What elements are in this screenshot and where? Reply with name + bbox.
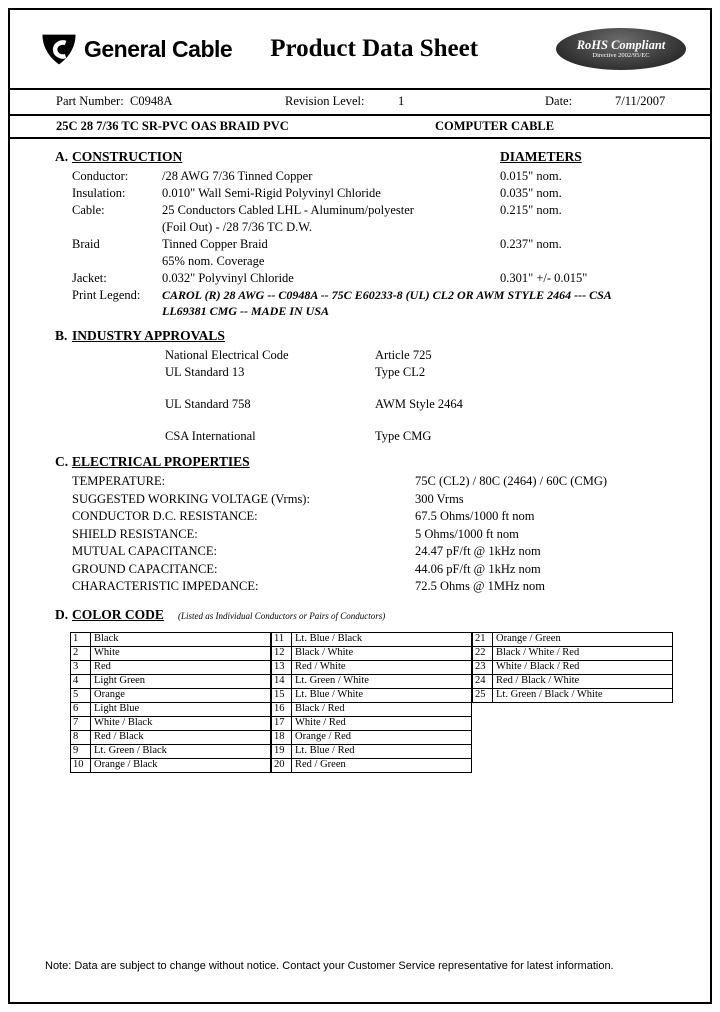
- electrical-property-value: 75C (CL2) / 80C (2464) / 60C (CMG): [415, 474, 608, 488]
- color-code-row: [71, 716, 271, 730]
- section-color-code: [10, 607, 710, 773]
- conductor-color: Red: [91, 660, 271, 674]
- date-label: Date:: [545, 94, 573, 108]
- construction-diameter: 0.237" nom.: [500, 237, 562, 251]
- conductor-color: White / Black: [91, 716, 271, 730]
- conductor-color: Lt. Blue / Red: [292, 744, 472, 758]
- color-code-heading: [10, 607, 710, 627]
- electrical-property-value: 24.47 pF/ft @ 1kHz nom: [415, 544, 541, 558]
- color-code-table: [70, 632, 710, 773]
- conductor-color: Lt. Blue / White: [292, 688, 472, 702]
- general-cable-logo: [40, 32, 232, 67]
- rohs-compliant-label: RoHS Compliant: [576, 38, 666, 52]
- conductor-number: 12: [272, 646, 292, 660]
- construction-description: Tinned Copper Braid: [162, 237, 268, 251]
- section-letter: D.: [55, 606, 69, 622]
- conductor-color: Orange / Green: [493, 632, 673, 646]
- conductor-color: Red / White: [292, 660, 472, 674]
- section-letter: B.: [55, 328, 68, 343]
- construction-rows: [10, 169, 710, 288]
- document-title: Product Data Sheet: [270, 35, 479, 62]
- conductor-color: Orange / Black: [91, 758, 271, 772]
- section-title: CONSTRUCTION: [72, 149, 183, 164]
- construction-diameter: 0.035" nom.: [500, 186, 562, 200]
- conductor-number: 15: [272, 688, 292, 702]
- electrical-row: [10, 579, 710, 597]
- electrical-row: [10, 474, 710, 492]
- construction-diameter: 0.015" nom.: [500, 169, 562, 183]
- color-code-row: [71, 702, 271, 716]
- construction-label: Insulation:: [72, 186, 126, 200]
- diameters-heading: DIAMETERS: [500, 149, 582, 164]
- conductor-color: Red / Black: [91, 730, 271, 744]
- electrical-property-label: SUGGESTED WORKING VOLTAGE (Vrms):: [72, 491, 310, 506]
- construction-label: Jacket:: [72, 271, 107, 285]
- approval-standard: CSA International: [165, 429, 256, 443]
- conductor-color: Light Blue: [91, 702, 271, 716]
- approvals-rows: [10, 348, 710, 446]
- part-number-value: C0948A: [130, 94, 173, 108]
- conductor-number: 11: [272, 632, 292, 646]
- conductor-number: 20: [272, 758, 292, 772]
- conductor-color: White: [91, 646, 271, 660]
- meta-bar: [10, 88, 710, 116]
- electrical-property-label: GROUND CAPACITANCE:: [72, 561, 218, 576]
- conductor-color: Black: [91, 632, 271, 646]
- conductor-color: Lt. Green / Black / White: [493, 688, 673, 702]
- general-cable-shield-icon: [40, 32, 78, 67]
- section-letter: C.: [55, 454, 69, 469]
- electrical-property-value: 300 Vrms: [415, 491, 464, 506]
- electrical-property-value: 72.5 Ohms @ 1MHz nom: [415, 579, 545, 593]
- approval-row: [10, 397, 710, 414]
- conductor-number: 13: [272, 660, 292, 674]
- conductor-color: Black / Red: [292, 702, 472, 716]
- approval-type: AWM Style 2464: [375, 397, 463, 411]
- construction-diameter: 0.301" +/- 0.015": [500, 271, 588, 285]
- electrical-property-label: CONDUCTOR D.C. RESISTANCE:: [72, 509, 258, 523]
- conductor-color: Black / White: [292, 646, 472, 660]
- conductor-number: 19: [272, 744, 292, 758]
- construction-row: [10, 186, 710, 203]
- print-legend-label: Print Legend:: [72, 288, 141, 302]
- conductor-number: 4: [71, 674, 91, 688]
- color-code-row: [473, 688, 673, 702]
- footer-note: Note: Data are subject to change without notice. Contact your Customer Service representative for latest information.: [45, 960, 614, 972]
- approval-row: [10, 348, 710, 365]
- revision-level-value: 1: [398, 94, 405, 108]
- electrical-row: [10, 527, 710, 545]
- conductor-number: 3: [71, 660, 91, 674]
- conductor-color: Lt. Green / White: [292, 674, 472, 688]
- electrical-property-label: MUTUAL CAPACITANCE:: [72, 544, 217, 558]
- part-number-label: Part Number:: [56, 94, 124, 108]
- approval-type: Type CL2: [375, 365, 426, 379]
- color-code-row: [71, 674, 271, 688]
- conductor-color: Orange: [91, 688, 271, 702]
- construction-label: Braid: [72, 237, 100, 251]
- color-code-row: [71, 758, 271, 772]
- construction-row: [10, 271, 710, 288]
- conductor-number: 18: [272, 730, 292, 744]
- conductor-number: 16: [272, 702, 292, 716]
- product-description: 25C 28 7/36 TC SR-PVC OAS BRAID PVC: [56, 119, 289, 133]
- conductor-color: Light Green: [91, 674, 271, 688]
- electrical-heading: [10, 454, 710, 474]
- print-legend-text: CAROL (R) 28 AWG -- C0948A -- 75C E60233-8 (UL) CL2 OR AWM STYLE 2464 --- CSA LL69381 CMG -- MADE IN USA: [162, 288, 612, 318]
- construction-label: Conductor:: [72, 169, 129, 183]
- construction-diameter: 0.215" nom.: [500, 203, 562, 217]
- conductor-color: Black / White / Red: [493, 646, 673, 660]
- approval-type: Article 725: [375, 348, 432, 362]
- section-title: ELECTRICAL PROPERTIES: [72, 454, 250, 469]
- approval-row: [10, 365, 710, 382]
- color-code-row: [71, 632, 271, 646]
- color-code-row: [71, 660, 271, 674]
- color-code-row: [272, 674, 472, 688]
- conductor-number: 8: [71, 730, 91, 744]
- conductor-number: 7: [71, 716, 91, 730]
- color-code-row: [473, 646, 673, 660]
- electrical-row: [10, 544, 710, 562]
- conductor-number: 14: [272, 674, 292, 688]
- construction-row: [10, 220, 710, 237]
- color-code-row: [272, 730, 472, 744]
- conductor-number: 22: [473, 646, 493, 660]
- header: [10, 10, 710, 88]
- approval-type: Type CMG: [375, 429, 432, 443]
- construction-label: Cable:: [72, 203, 105, 217]
- section-title: COLOR CODE: [72, 606, 164, 622]
- conductor-number: 10: [71, 758, 91, 772]
- conductor-number: 1: [71, 632, 91, 646]
- conductor-color: White / Black / Red: [493, 660, 673, 674]
- rohs-badge: [556, 28, 686, 70]
- color-code-row: [71, 646, 271, 660]
- color-code-row: [71, 688, 271, 702]
- conductor-number: 2: [71, 646, 91, 660]
- electrical-row: [10, 509, 710, 527]
- color-code-row: [473, 632, 673, 646]
- color-code-row: [272, 744, 472, 758]
- construction-row: [10, 237, 710, 254]
- rohs-directive-label: Directive 2002/95/EC: [592, 52, 650, 59]
- construction-row: [10, 254, 710, 271]
- approval-standard: UL Standard 13: [165, 365, 245, 379]
- construction-heading: [10, 149, 710, 169]
- print-legend-row: [10, 288, 710, 322]
- product-title-bar: [10, 116, 710, 139]
- electrical-property-label: TEMPERATURE:: [72, 474, 166, 488]
- approval-standard: UL Standard 758: [165, 397, 251, 411]
- construction-description: 0.010" Wall Semi-Rigid Polyvinyl Chloride: [162, 186, 381, 200]
- brand-name: General Cable: [84, 35, 233, 62]
- color-code-group: [70, 632, 271, 773]
- conductor-color: White / Red: [292, 716, 472, 730]
- approval-standard: National Electrical Code: [165, 348, 289, 362]
- conductor-number: 17: [272, 716, 292, 730]
- conductor-color: Lt. Blue / Black: [292, 632, 472, 646]
- section-letter: A.: [55, 149, 69, 164]
- construction-description: (Foil Out) - /28 7/36 TC D.W.: [162, 220, 313, 234]
- date-value: 7/11/2007: [615, 94, 666, 108]
- conductor-color: Red / Black / White: [493, 674, 673, 688]
- section-construction: [10, 149, 710, 322]
- electrical-property-label: CHARACTERISTIC IMPEDANCE:: [72, 579, 259, 593]
- electrical-property-label: SHIELD RESISTANCE:: [72, 526, 198, 541]
- color-code-row: [473, 660, 673, 674]
- electrical-property-value: 67.5 Ohms/1000 ft nom: [415, 509, 535, 523]
- conductor-number: 24: [473, 674, 493, 688]
- color-code-row: [272, 716, 472, 730]
- color-code-row: [473, 674, 673, 688]
- color-code-row: [272, 660, 472, 674]
- color-code-row: [272, 646, 472, 660]
- color-code-group: [472, 632, 673, 703]
- color-code-row: [272, 632, 472, 646]
- approval-row: [10, 429, 710, 446]
- color-code-row: [272, 688, 472, 702]
- electrical-property-value: 44.06 pF/ft @ 1kHz nom: [415, 561, 541, 576]
- color-code-group: [271, 632, 472, 773]
- conductor-color: Orange / Red: [292, 730, 472, 744]
- color-code-note: (Listed as Individual Conductors or Pairs of Conductors): [178, 610, 386, 621]
- section-industry-approvals: [10, 328, 710, 446]
- approvals-heading: [10, 328, 710, 348]
- conductor-number: 6: [71, 702, 91, 716]
- construction-description: 25 Conductors Cabled LHL - Aluminum/polyester: [162, 203, 414, 217]
- conductor-number: 5: [71, 688, 91, 702]
- product-category: COMPUTER CABLE: [435, 119, 555, 133]
- electrical-property-value: 5 Ohms/1000 ft nom: [415, 526, 519, 541]
- color-code-row: [71, 730, 271, 744]
- conductor-number: 21: [473, 632, 493, 646]
- color-code-row: [272, 702, 472, 716]
- construction-description: /28 AWG 7/36 Tinned Copper: [162, 169, 313, 183]
- datasheet-page: [8, 8, 712, 1004]
- revision-level-label: Revision Level:: [285, 94, 365, 108]
- color-code-row: [272, 758, 472, 772]
- electrical-row: [10, 562, 710, 580]
- conductor-color: Red / Green: [292, 758, 472, 772]
- conductor-color: Lt. Green / Black: [91, 744, 271, 758]
- construction-row: [10, 169, 710, 186]
- section-electrical-properties: [10, 454, 710, 597]
- construction-description: 65% nom. Coverage: [162, 254, 265, 268]
- section-title: INDUSTRY APPROVALS: [72, 328, 225, 343]
- electrical-rows: [10, 474, 710, 597]
- color-code-row: [71, 744, 271, 758]
- conductor-number: 23: [473, 660, 493, 674]
- conductor-number: 25: [473, 688, 493, 702]
- construction-row: [10, 203, 710, 220]
- conductor-number: 9: [71, 744, 91, 758]
- electrical-row: [10, 492, 710, 510]
- construction-description: 0.032" Polyvinyl Chloride: [162, 271, 294, 285]
